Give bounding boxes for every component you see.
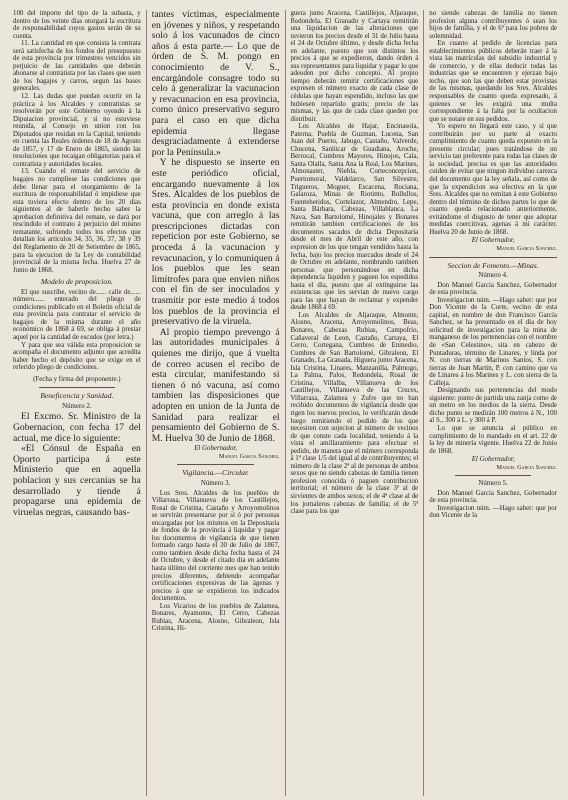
paragraph-continued: 100 del importe del tipo de la subasta, y dentro de los veinte días otorgará la escritura de responsabilidad cuyos gastos serán de su cuenta. <box>13 10 141 40</box>
paragraph: Los Vicarios de los pueblos de Zalamea, Bonares, Ayamonte, El Cerro, Cabezas Rubias, Aracena, Alosno, Gibraleon, Isla Cristina, Hi- <box>151 602 280 633</box>
paragraph-continued: no siendo cabezas de familia no tienen profesion alguna contribuyentes ó sean los hijos de familia, y el de 6ª para los pobres de solemnidad. <box>429 10 557 40</box>
signature-name: Manuel Garcia Sanchez. <box>218 452 280 460</box>
paragraph-large: «El Cónsul de España en Oporto participa á este Ministerio que en aquella poblacion y sus cercanías se ha desarrollado y tiende á propagarse una epidemia de viruelas negras, causando bas- <box>13 443 141 518</box>
paragraph: Yo espero no llegará este caso, y sí que contribuirán por su parte al exacto cumplimiento de cuanto queda expuesto en la presente circular; pues tratándose de un servicio tan preferente para todas las clases de la sociedad, precisa es que las autoridades cuiden de evitar que ningun individuo carezca del documento que la ley señala, así como de que la expendicion sea efectiva en la que Sres. Alcaldes que no remitan á este Gobierno dentro del término de dichos partes lo que de cuanto queda relacionado anteriormente, evitándome el disgusto de tener que adoptar medidas coercitivas, agenas á mi carácter. Huelva 20 de Junio de 1868. <box>429 123 557 236</box>
section-heading: Vigilancia.—Circular. <box>182 468 249 478</box>
paragraph: 12. Las dudas que puedan ocurrir en la práctica á los Alcaldes y contratistas se resolverán por este Gobierno oyendo á la Diputacion provincial, y si no estuviese reunida, al Consejo en union con los Diputados que residan en la Capital, teniendo en cuenta las Reales órdenes de 18 de Agosto de 1857, y 17 de Enero de 1865, siendo las resoluciones que recaigan obligatorias para el contratista y autoridades locales. <box>13 93 141 168</box>
paragraph-continued: guera junto Aracena, Castillejos, Aljaraque, Redondela, El Granado y Cartaya remitirán una liquidacion de las alteraciones que tuvieron los precios desde el 31 de Julio hasta el 24 de Octubre último, y desde dicha fecha en adelante, puesto que son distintos los precios á que se expedieron, dando órden á sus representantes para liquidar y pagar lo que adeuden por dicho concepto. Al propio tiempo deberán remitir certificaciones que expresen el número exacto de cada clase de cédulas que hayan espendido, incluso las que hubiesen repartido gratis; precio de las mismas, y las que de cada clase queden por distribuir. <box>290 10 419 123</box>
section-divider <box>39 387 116 388</box>
signer-title: El Gobernador, <box>194 445 238 453</box>
paragraph-large-continued: tantes víctimas, especialmente en jóvenes y niños, y respetando solo á los vacunados de cinco años á esta parte.— Lo que de órden de S. M. pongo en conocimiento de V. S., encargándole consagre todo su celo á generalizar la vacunacion y revacunacion en esa provincia, como único preservativo seguro para el caso en que dicha epidemia llegase desgraciadamente á extenderse por la Península.» <box>151 10 280 158</box>
paragraph: Los Alcaldes de Hajar, Encinasola, Paterna, Puebla de Guzman, Lucena, San Juan del Puerto, Jabugo, Castaño, Valverde, Chucena, Sanlúcar de Guadiana, Aroche, Berrocal, Cumbres Mayores, Hinojos, Cala, Santa Olalla, Santa Ana la Real, Los Marines, Almonaster, Niebla, Corteconcepcion, Puertomoral, Valdelarco, San Silvestre, Trigueros, Moguer, Escacena, Rociana, Galaroza, Minas de Riotinto, Bollullos, Fuenteheridos, Cortelazor, Almendro, Lepe, Santa Bárbara, Cabezas, Villablanca, La Nava, San Bartolomé, Hinojales y Bonares remitirán tambien certificaciones de los documentos sacados de dicha Depositaria desde el mes de Abril de este año, con expresion de los que tengan vendidos hasta la fecha, bajo los precios marcados desde el 24 de Octubre en adelante, nombrando tambien personas que personándose en dicha dependencia liquiden y paguen los espedidos hasta el dia, puesto que al extinguirse las existencias que les servian de nuevo cargo para las que hayan de reclamar y expender desde 1868 á 69. <box>290 123 419 312</box>
paragraph: Y para que sea válida esta proposicion se acompaña el documento adjunto que acredita haber hecho el depósito que se exige en el referido pliego de condiciones. <box>13 341 141 372</box>
centered-note: (Fecha y firma del proponente.) <box>33 375 121 383</box>
paragraph: El que suscribe, vecino de...... calle de...... número...... enterado del pliego de condiciones publicado en el Boletin oficial de esta provincia para contratar el servicio de bagajes de la misma durante el año económico de 1868 á 69, se obliga á prestar aquel por la cantidad de escudos (por letra.) <box>13 288 141 341</box>
section-divider <box>429 257 557 258</box>
notice-number: Número 5. <box>478 480 508 488</box>
signer-title: El Gobernador, <box>471 456 515 464</box>
notice-number: Número 2. <box>62 402 92 410</box>
notice-number: Número 3. <box>200 479 231 487</box>
paragraph: Don Manuel Garcia Sanchez, Gobernador de esta provincia. <box>429 489 557 505</box>
paragraph: En cuanto al pedido de licencias para establecimientos públicos deberán traer á la vista las matrículas del subsidio industrial y de comercio, y de ellas deducir todas las industrias que se encuentren y ejerzan bajo techo, que son las que deben estar provistas de las mismas, quedando los Sres. Alcaldes responsables de cuanto queda expresado, á quienes se les exigirá una multa correspondiente á la falta por la ocultacion que se notare en sus pedidos. <box>429 40 557 123</box>
signer-title: El Gobernador, <box>471 237 515 245</box>
paragraph: 13. Cuando el remate del servicio de bagajes no cumpliese las condiciones que debe llenar para el otorgamiento de la escritura de responsabilidad ó impidiese que esta tuviera efecto dentro de los 20 dias siguientes al de haberle hecho saber la aprobacion definitiva del remate, se dará por rescindido el contrato á perjuicio del mismo rematante, sufriendo todos los efectos que detallan los artículos 34, 35, 36, 37, 38 y 39 del Reglamento de 20 de Setiembre de 1865, para la ejecucion de la Ley de contabilidad provincial de la misma fecha. Huelva 27 de Junio de 1868. <box>13 168 141 274</box>
paragraph: Don Manuel Garcia Sanchez, Gobernador de esta provincia. <box>429 281 557 297</box>
signature-name: Manuel Garcia Sanchez. <box>496 463 557 471</box>
section-divider <box>177 464 254 465</box>
notice-number: Número 4. <box>478 272 508 280</box>
section-divider <box>455 475 532 476</box>
section-heading: Beneficencia y Sanidad. <box>40 391 114 401</box>
section-heading: Modelo de proposicion. <box>40 277 113 287</box>
paragraph: Los Alcaldes de Aljaraque, Almonte, Alosno, Aracena, Arroyomolinos, Beas, Bonares, Cabezas Rubias, Campofrio, Cañaveral de Leon, Castaño, Cartaya, El Cerro, Cortegana, Cumbres de Enmedio, Cumbres de San Bartolomé, Gibraleon, El Granado, La Granada, Higuera junto Aracena, Isla Cristina, Linares, Manzanilla, Palmogo, La Palma, Palos, Redondela, Rosal de Cristina, Villalba, Villanueva de los Castillejos, Villanueva de las Cruces, Villarrasa, Zalamea y Zufre que no han recibido documentos de vigilancia desde que rigen los nuevos precios, lo verificarán desde luego remitiendo el pedido de los que necesiten con sujecion al número de vecinos de que conste cada localidad, teniendo á la vista el amillaramiento para efectuar el pedido, de manera que el número corresponda á 1ª clase 1/5 del igual al de contribuyentes; el número de la clase 2ª al de personas de ambos sexos que no siendo cabezas de familia tienen profesion conocida ó paguen contribucion territorial; el número de la clase 3ª al de sirvientes de ambos sexos; el de 4ª clase al de los jornaleros cabezas de familia; el de 5ª clase para los que <box>290 311 419 516</box>
column-2 <box>147 10 286 796</box>
paragraph: Los Sres. Alcaldes de los pueblos de Villarrasa, Villanueva de los Castillejos, Rosal de Cristina, Castaño y Arroyomolinos se servirán presentarse por sí ó por personas encargadas por los mismos en la Depositaria de fondos de la provincia á liquidar y pagar los documentos de vigilancia de que tienen formado cargo hasta el 30 de Julio de 1867, como tambien desde dicha fecha hasta el 24 de Octubre, y desde el citado dia en adelante hasta último del corriente mes que han tenido precios diferentes, debiendo acompañar certificaciones expresivas de las ágenas y precios á que se expidieron los indicados documentos. <box>151 489 280 603</box>
paragraph: Investigacion núm. —Hago saber: que por Don Vicente de la Corte, vecino de esta capital, en nombre de don Francisco García Sanchez, se ha presentado en el dia de hoy solicitud de investigacion para la mina de manganeso de los pertenencias con el nombre de «San Celestino», sita en cabezo de Puntaduras, término de Linares, y linda por N. con tierras de Marinos Santos, S. con tierras de Juan Martin, P. con camino que va de Linares á los Marines y L. con sierra de la Calleja. <box>429 296 557 387</box>
paragraph-large: Y he dispuesto se inserte en este periódico oficial, encargando nuevamente á los Sres. Alcaldes de los pueblos de esta provincia en donde exista vacuna, que con arreglo á las prescripciones dictadas con repeticion por este Gobierno, se proceda á la vacunacion y revacunacion, y lo comuniquen á los pueblos que les sean limítrofes para que envien niños con el fin de ser inoculados y trasmitir por este medio á todos los pueblos de la provincia el preservativo de la viruela. <box>151 157 280 328</box>
paragraph-large: Al propio tiempo prevengo á las autoridades municipales á quienes me dirijo, que á vuelta de correo acusen el recibo de esta circular, manifestando si tienen ó nó vacuna, así como tambien las disposiciones que adopten en union de la Junta de Sanidad para realizar el pensamiento del Gobierno de S. M. Huelva 30 de Junio de 1868. <box>151 326 280 444</box>
paragraph: Investigacion núm. —Hago saber: que por don Vicente de la <box>429 504 557 520</box>
column-1 <box>8 10 147 796</box>
paragraph-large: El Excmo. Sr. Ministro de la Gobernacion, con fecha 17 del actual, me dice lo siguiente: <box>13 411 141 444</box>
paragraph: 11. La cantidad en que consista la contrata será satisfecha de los fondos del presupuesto de esta provincia por trimestres vencidos sin perjuicio de las cantidades que deberán abonarse al contratista por las clases que usen de los bagajes y carros, segun las bases generales. <box>13 40 141 93</box>
column-4 <box>424 10 562 796</box>
paragraph: Lo que se anuncia al público en cumplimiento de lo mandado en el art. 22 de la ley de minería vigente. Huelva 22 de Junio de 1868. <box>429 424 557 455</box>
column-3 <box>286 10 425 796</box>
paragraph: Designando sus pertenencias del modo siguiente: punto de partida una zanja como de un metro en los medios de la sierra. Desde dicho punto se medirán 100 metros á N., 100 al S., 300 á L. y 300 á P. <box>429 387 557 425</box>
signature-name: Manuel Garcia Sanchez. <box>496 244 557 252</box>
section-heading: Seccion de Fomento.—Minas. <box>447 260 539 270</box>
